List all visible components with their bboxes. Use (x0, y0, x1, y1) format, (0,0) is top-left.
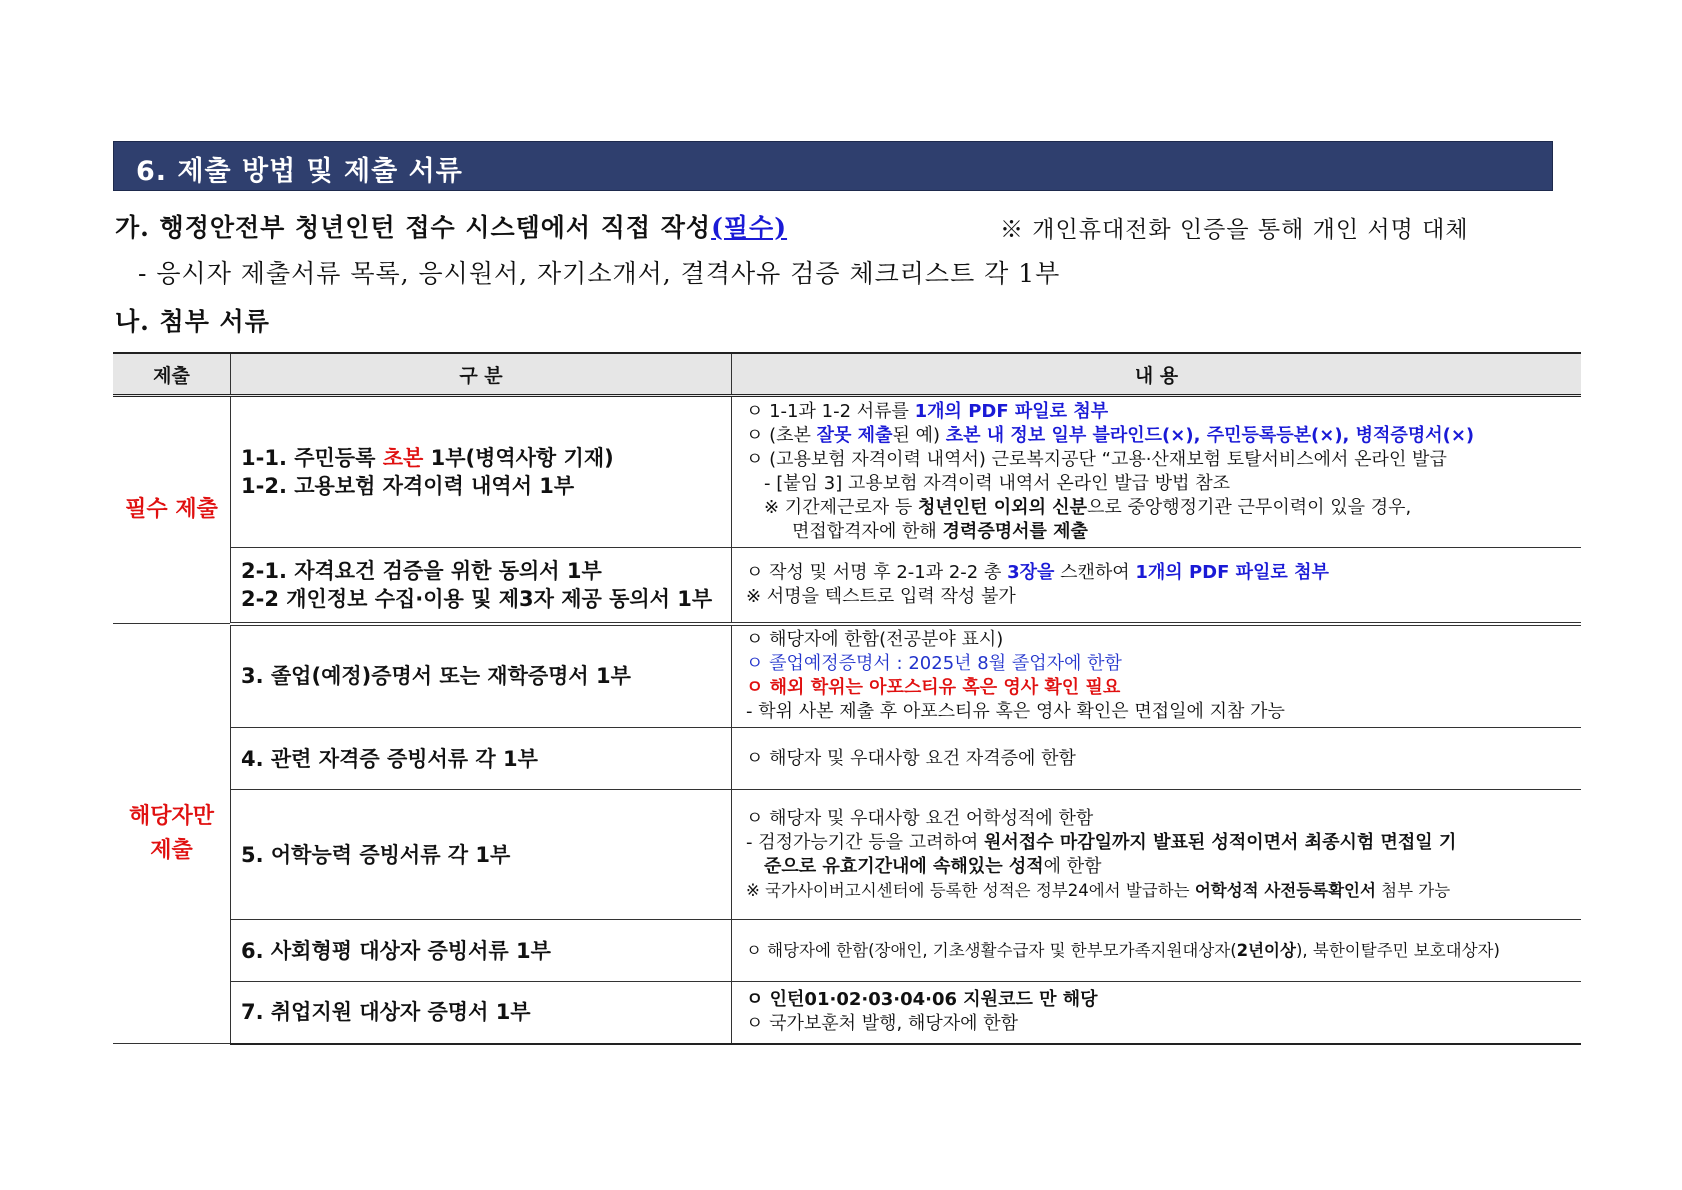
row6-d1b: 2년이상 (1236, 940, 1296, 960)
row1-item-c: 1부(병역사항 기재) (423, 446, 614, 470)
row2-item-2: 2-2 개인정보 수집·이용 및 제3자 제공 동의서 1부 (241, 586, 713, 611)
row5-d2a: - 검정가능기간 등을 고려하여 (746, 831, 985, 853)
row1-d2a: ㅇ (초본 (746, 425, 817, 446)
row5-item: 5. 어학능력 증빙서류 각 1부 (231, 790, 732, 920)
row7-desc (732, 982, 1582, 1044)
section-ga-heading (115, 208, 787, 244)
group-applicable (113, 624, 231, 1044)
row1-d2c: 된 예) (892, 425, 946, 446)
group-applicable-line1: 해당자만 (128, 803, 214, 829)
table-row (113, 790, 1581, 920)
row6-item: 6. 사회형평 대상자 증빙서류 1부 (231, 920, 732, 982)
row4-desc (732, 728, 1582, 790)
row3-item: 3. 졸업(예정)증명서 또는 재학증명서 1부 (231, 624, 732, 728)
row1-d5c: 으로 중앙행정기관 근무이력이 있을 경우, (1087, 497, 1412, 518)
group-applicable-line2: 제출 (150, 837, 193, 863)
row4-d1: ㅇ 해당자 및 우대사항 요건 자격증에 한함 (746, 747, 1076, 769)
row2-item-1: 2-1. 자격요건 검증을 위한 동의서 1부 (241, 558, 602, 583)
row5-desc (732, 790, 1582, 920)
table-row (113, 396, 1581, 548)
row7-d1: ㅇ 인턴01·02·03·04·06 지원코드 만 해당 (746, 989, 1098, 1011)
row5-d4b: 어학성적 사전등록확인서 (1194, 880, 1376, 900)
header-category: 구 분 (231, 353, 732, 396)
row2-d1b: 3장을 (1007, 561, 1055, 583)
row7-d2: ㅇ 국가보훈처 발행, 해당자에 한함 (746, 1013, 1019, 1035)
row2-d1c: 스캔하여 (1054, 561, 1136, 583)
section-title: 6. 제출 방법 및 제출 서류 (136, 156, 463, 187)
row1-d4: - [붙임 3] 고용보험 자격이력 내역서 온라인 발급 방법 참조 (764, 473, 1231, 494)
row3-d4: - 학위 사본 제출 후 아포스티유 혹은 영사 확인은 면접일에 지참 가능 (746, 701, 1285, 723)
row5-d4a: ※ 국가사이버고시센터에 등록한 성적은 정부24에서 발급하는 (746, 880, 1195, 900)
row5-d3b: 에 한함 (1043, 855, 1102, 877)
row7-item: 7. 취업지원 대상자 증명서 1부 (231, 982, 732, 1044)
row1-item-2: 1-2. 고용보험 자격이력 내역서 1부 (241, 474, 575, 498)
row5-d4c: 첨부 가능 (1375, 880, 1451, 900)
row3-d2: ㅇ 졸업예정증명서 : 2025년 8월 졸업자에 한함 (746, 653, 1122, 675)
row6-d1c: ), 북한이탈주민 보호대상자) (1295, 940, 1500, 960)
row4-item: 4. 관련 자격증 증빙서류 각 1부 (231, 728, 732, 790)
section-na-heading: 나. 첨부 서류 (115, 307, 270, 336)
signature-note: ※ 개인휴대전화 인증을 통해 개인 서명 대체 (1000, 217, 1469, 243)
header-content: 내 용 (732, 353, 1582, 396)
row2-d1d: 1개의 PDF 파일로 첨부 (1135, 561, 1329, 583)
row2-desc (732, 548, 1582, 624)
row3-d3: ㅇ 해외 학위는 아포스티유 혹은 영사 확인 필요 (746, 677, 1121, 699)
row6-desc (732, 920, 1582, 982)
row2-item (231, 548, 732, 624)
row2-d1a: ㅇ 작성 및 서명 후 2-1과 2-2 총 (746, 561, 1008, 583)
row6-d1a: ㅇ 해당자에 한함(장애인, 기초생활수급자 및 한부모가족지원대상자( (746, 940, 1237, 960)
row1-item (231, 396, 732, 548)
table-header-row (113, 353, 1581, 396)
row5-d1: ㅇ 해당자 및 우대사항 요건 어학성적에 한함 (746, 807, 1094, 829)
row1-d2d: 초본 내 정보 일부 블라인드(×), 주민등록등본(×), 병적증명서(×) (945, 425, 1475, 446)
row1-d5b: 청년인턴 이외의 신분 (917, 497, 1087, 518)
row1-desc (732, 396, 1582, 548)
row1-d1b: 1개의 PDF 파일로 첨부 (914, 401, 1109, 422)
table-row (113, 982, 1581, 1044)
table-row (113, 728, 1581, 790)
table-row (113, 920, 1581, 982)
required-marker: (필수) (711, 213, 788, 242)
row1-d5a: ※ 기간제근로자 등 (764, 497, 918, 518)
row1-item-a: 1-1. 주민등록 (241, 446, 383, 470)
section-ga-sub: - 응시자 제출서류 목록, 응시원서, 자기소개서, 결격사유 검증 체크리스트 각 1부 (138, 259, 1061, 288)
table-row (113, 548, 1581, 624)
row2-d2: ※ 서명을 텍스트로 입력 작성 불가 (746, 585, 1016, 607)
section-header (113, 141, 1553, 191)
row1-d1a: ㅇ 1-1과 1-2 서류를 (746, 401, 915, 422)
row5-d2b: 원서접수 마감일까지 발표된 성적이면서 최종시험 면접일 기 (984, 831, 1457, 853)
row1-item-highlight: 초본 (382, 446, 424, 470)
row1-d6a: 면접합격자에 한해 (792, 521, 943, 542)
row1-d2b: 잘못 제출 (816, 425, 893, 446)
row1-d3: ㅇ (고용보험 자격이력 내역서) 근로복지공단 “고용·산재보험 토탈서비스에서 온라인 발급 (746, 449, 1447, 470)
row1-d6b: 경력증명서를 제출 (942, 521, 1088, 542)
table-row (113, 624, 1581, 728)
row3-d1: ㅇ 해당자에 한함(전공분야 표시) (746, 629, 1004, 651)
header-submit: 제출 (113, 353, 231, 396)
attachment-table (113, 352, 1581, 1045)
row3-desc (732, 624, 1582, 728)
row5-d3a: 준으로 유효기간내에 속해있는 성적 (764, 855, 1044, 877)
group-required: 필수 제출 (113, 396, 231, 624)
section-ga-text: 가. 행정안전부 청년인턴 접수 시스템에서 직접 작성 (115, 213, 712, 242)
